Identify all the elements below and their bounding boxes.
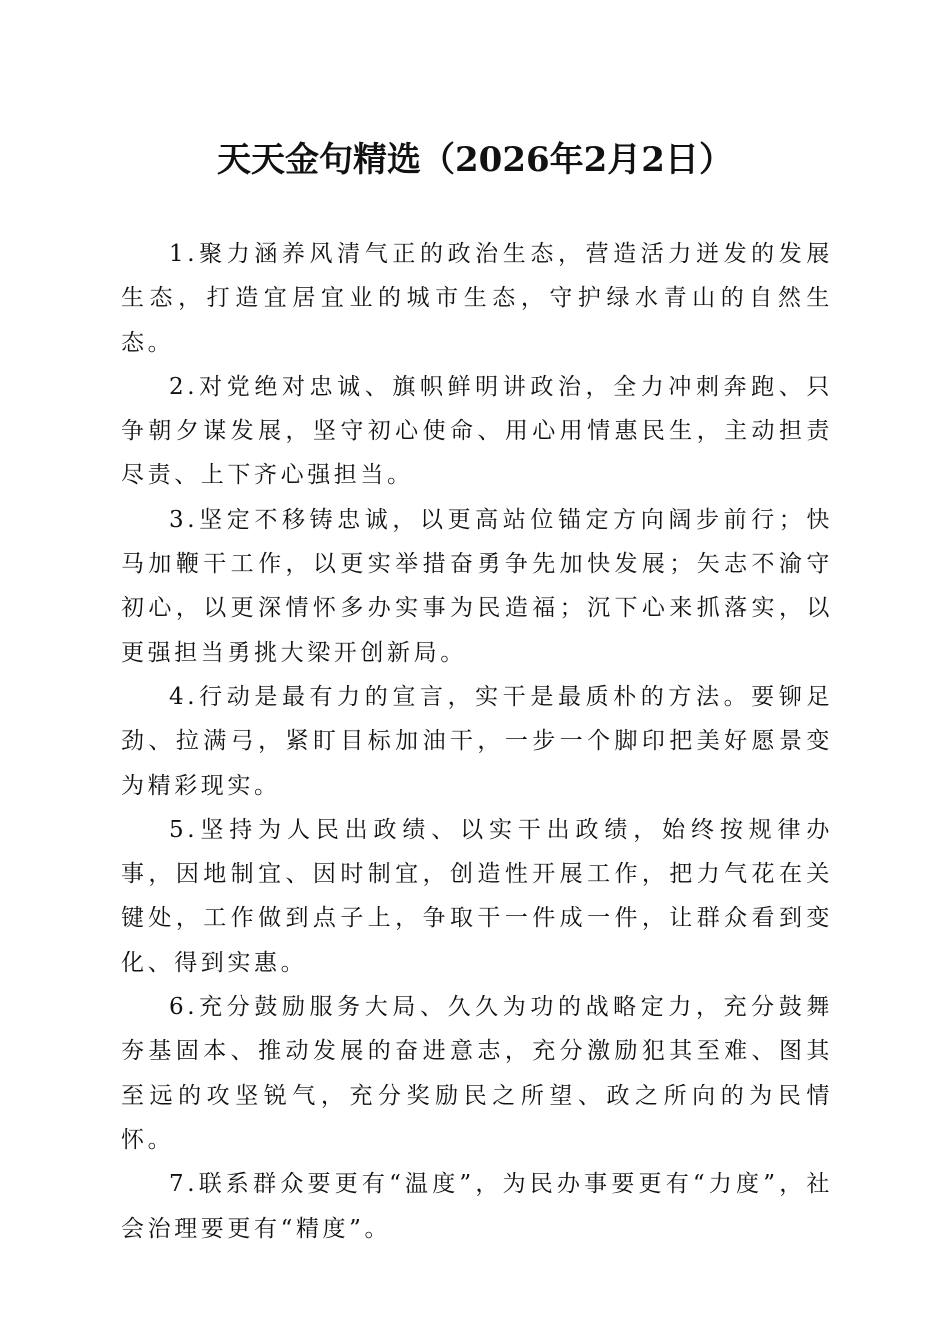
- quote-paragraph-7: 7.联系群众要更有“温度”，为民办事要更有“力度”，社会治理要更有“精度”。: [121, 1171, 833, 1242]
- quote-paragraph-4: 4.行动是最有力的宣言，实干是最质朴的方法。要铆足劲、拉满弓，紧盯目标加油干，一步一个脚印把美好愿景变为精彩现实。: [121, 683, 833, 799]
- document-body: [121, 232, 833, 1251]
- quote-paragraph-5: 5.坚持为人民出政绩、以实干出政绩，始终按规律办事，因地制宜、因时制宜，创造性开展工作，把力气花在关键处，工作做到点子上，争取干一件成一件，让群众看到变化、得到实惠。: [121, 816, 833, 976]
- quote-paragraph-2: 2.对党绝对忠诚、旗帜鲜明讲政治，全力冲刺奔跑、只争朝夕谋发展，坚守初心使命、用心用情惠民生，主动担责尽责、上下齐心强担当。: [121, 373, 833, 489]
- quote-paragraph-3: 3.坚定不移铸忠诚，以更高站位锚定方向阔步前行；快马加鞭干工作，以更实举措奋勇争先加快发展；矢志不渝守初心，以更深情怀多办实事为民造福；沉下心来抓落实，以更强担当勇挑大梁开创新局。: [121, 506, 833, 666]
- quote-paragraph-1: 1.聚力涵养风清气正的政治生态，营造活力迸发的发展生态，打造宜居宜业的城市生态，守护绿水青山的自然生态。: [121, 241, 833, 356]
- quote-paragraph-6: 6.充分鼓励服务大局、久久为功的战略定力，充分鼓舞夯基固本、推动发展的奋进意志，充分激励犯其至难、图其至远的攻坚锐气，充分奖励民之所望、政之所向的为民情怀。: [121, 994, 833, 1153]
- document-title: 天天金句精选（2026年2月2日）: [217, 140, 733, 180]
